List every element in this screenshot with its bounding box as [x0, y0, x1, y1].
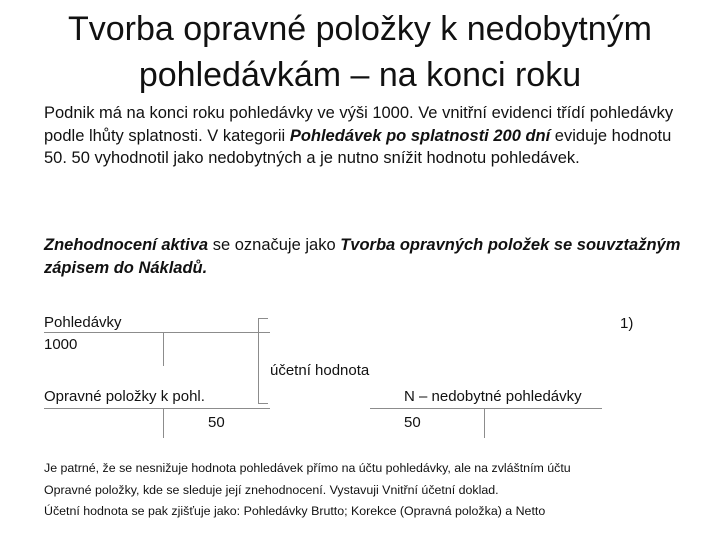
impairment-paragraph	[44, 234, 694, 279]
allowance-account-label: Opravné položky k pohl.	[44, 388, 205, 405]
intro-paragraph	[44, 102, 694, 170]
allowance-account-divider	[163, 408, 164, 438]
impairment-emphasis-1: Znehodnocení aktiva	[44, 236, 209, 254]
title-line-2: pohledávkám – na konci roku	[138, 56, 582, 94]
receivables-account-value: 1000	[44, 336, 78, 353]
step-number: 1)	[620, 315, 634, 332]
accounting-value-bracket	[258, 318, 259, 404]
footer-line-1: Je patrné, že se nesnižuje hodnota pohledávek přímo na účtu pohledávky, ale na zvláštním účtu	[44, 461, 571, 475]
footer-line-3: Účetní hodnota se pak zjišťuje jako: Pohledávky Brutto; Korekce (Opravná položka) a Netto	[44, 504, 546, 518]
title-line-1: Tvorba opravné položky k nedobytným	[68, 10, 652, 48]
receivables-account-rule	[44, 332, 270, 333]
expense-account-value: 50	[404, 414, 421, 431]
receivables-account-label: Pohledávky	[44, 314, 122, 331]
allowance-account-rule	[44, 408, 270, 409]
slide-title	[20, 6, 700, 98]
intro-text-1: Podnik má na konci roku pohledávky ve výši 1000. Ve vnitřní evidenci třídí pohledávky podle lhůty splatnosti. V kategorii	[44, 104, 674, 145]
expense-account-label: N – nedobytné pohledávky	[404, 388, 582, 405]
intro-emphasis: Pohledávek po splatnosti 200 dní	[289, 126, 551, 145]
accounting-value-label: účetní hodnota	[270, 362, 370, 379]
footer-line-2: Opravné položky, kde se sleduje její znehodnocení. Vystavuji Vnitřní účetní doklad.	[44, 482, 499, 497]
impairment-text: se označuje jako	[208, 236, 341, 254]
intro-text-2: eviduje hodnotu 50. 50 vyhodnotil jako nedobytných a je nutno snížit hodnotu pohledávek.	[44, 126, 672, 167]
expense-account-divider	[484, 408, 485, 438]
bracket-top-tick	[258, 318, 268, 319]
expense-account-rule	[370, 408, 602, 409]
impairment-emphasis-2: Tvorba opravných položek se souvztažným zápisem do Nákladů.	[44, 236, 681, 277]
footer-note	[44, 458, 704, 523]
receivables-account-divider	[163, 332, 164, 366]
allowance-account-value: 50	[208, 414, 225, 431]
bracket-bottom-tick	[258, 403, 268, 404]
